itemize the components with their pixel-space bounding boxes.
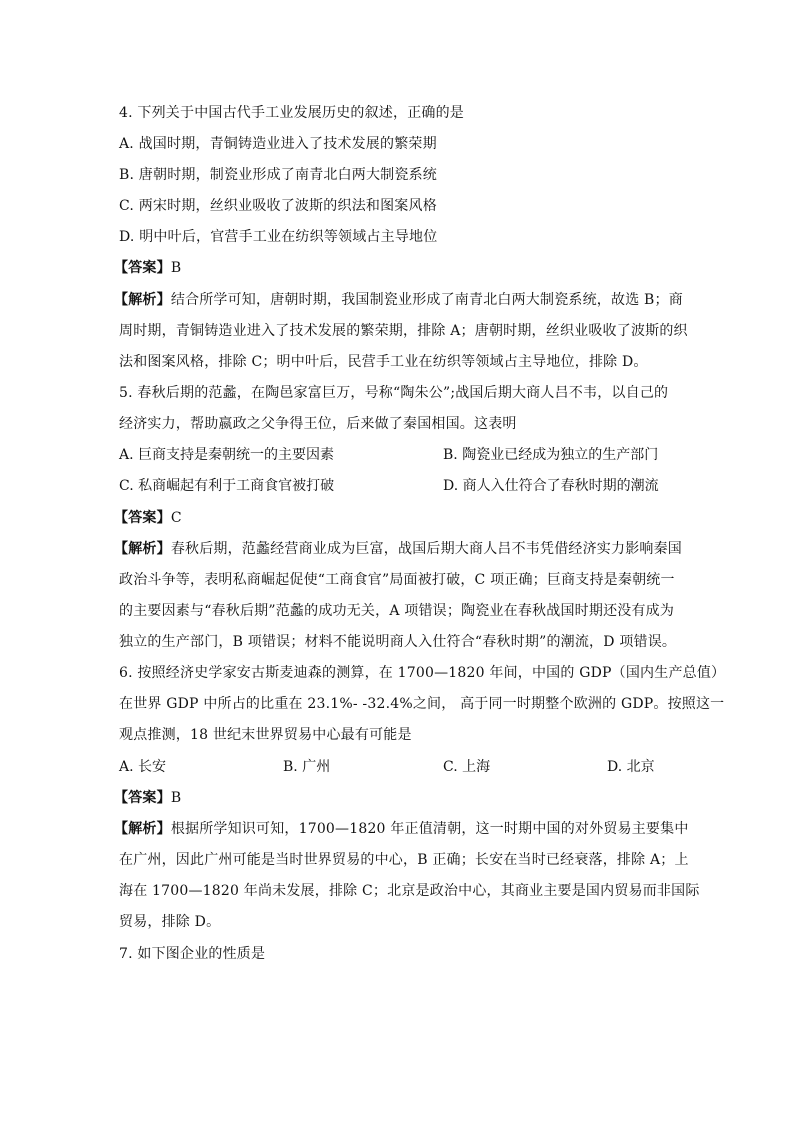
q5-option-c: C. 私商崛起有利于工商食官被打破 [119,478,335,494]
q5-analysis-text-1: 春秋后期，范蠡经营商业成为巨富，战国后期大商人吕不韦凭借经济实力影响秦国 [170,541,683,557]
q5-answer-value: C [170,510,182,526]
q4-analysis-line-1 [114,290,683,310]
q4-answer-tag: 【答案】 [114,260,171,276]
q5-option-d: D. 商人入仕符合了春秋时期的潮流 [443,478,659,494]
q5-option-a: A. 巨商支持是秦朝统一的主要因素 [119,447,335,463]
q5-answer-tag: 【答案】 [114,510,171,526]
q6-stem-line-1: 6. 按照经济史学家安古斯麦迪森的测算，在 1700—1820 年间，中国的 GDP（国内生产总值） [119,665,726,681]
q4-analysis-text-1: 结合所学可知，唐朝时期，我国制瓷业形成了南青北白两大制瓷系统，故选 B；商 [170,292,683,308]
q6-stem-line-2: 在世界 GDP 中所占的比重在 23.1%- -32.4%之间， 高于同一时期整个欧洲的 GDP。按照这一 [119,696,725,712]
q6-analysis-tag: 【解析】 [114,821,171,837]
q6-analysis-text-1: 根据所学知识可知，1700—1820 年正值清朝，这一时期中国的对外贸易主要集中 [170,821,689,837]
q4-option-c: C. 两宋时期，丝织业吸收了波斯的织法和图案风格 [119,198,437,214]
q4-answer-value: B [170,260,182,276]
q4-option-d: D. 明中叶后，官营手工业在纺织等领域占主导地位 [119,229,438,245]
q5-analysis-line-4: 独立的生产部门，B 项错误；材料不能说明商人入仕符合“春秋时期”的潮流，D 项错误。 [119,634,677,650]
q5-analysis-line-1 [114,539,682,559]
q6-option-a: A. 长安 [119,759,167,775]
q6-option-b: B. 广州 [283,759,331,775]
q6-option-d: D. 北京 [607,759,655,775]
q5-analysis-line-3: 的主要因素与“春秋后期”范蠡的成功无关，A 项错误；陶瓷业在春秋战国时期还没有成为 [119,603,675,619]
q6-answer-tag: 【答案】 [114,790,171,806]
q4-stem: 4. 下列关于中国古代手工业发展历史的叙述，正确的是 [119,105,465,121]
q6-analysis-line-3: 海在 1700—1820 年尚未发展，排除 C；北京是政治中心，其商业主要是国内贸易而非国际 [119,883,700,899]
q4-analysis-line-3: 法和图案风格，排除 C；明中叶后，民营手工业在纺织等领域占主导地位，排除 D。 [119,354,648,370]
q6-analysis-line-1 [114,819,689,839]
q6-analysis-line-4: 贸易，排除 D。 [119,914,221,930]
q5-option-b: B. 陶瓷业已经成为独立的生产部门 [443,447,659,463]
q7-stem: 7. 如下图企业的性质是 [119,946,266,962]
q6-option-c: C. 上海 [443,759,491,775]
q4-analysis-tag: 【解析】 [114,292,171,308]
q5-analysis-tag: 【解析】 [114,541,171,557]
q4-answer [114,258,181,278]
q6-answer-value: B [170,790,182,806]
q6-answer [114,788,181,808]
q5-answer [114,508,182,528]
q5-stem-line-1: 5. 春秋后期的范蠡，在陶邑家富巨万，号称“陶朱公”;战国后期大商人吕不韦，以自己的 [119,385,669,401]
q4-option-b: B. 唐朝时期，制瓷业形成了南青北白两大制瓷系统 [119,167,437,183]
q4-analysis-line-2: 周时期，青铜铸造业进入了技术发展的繁荣期，排除 A；唐朝时期，丝织业吸收了波斯的织 [119,323,688,339]
q5-stem-line-2: 经济实力，帮助嬴政之父争得王位，后来做了秦国相国。这表明 [119,416,517,432]
q6-stem-line-3: 观点推测，18 世纪末世界贸易中心最有可能是 [119,727,412,743]
q4-option-a: A. 战国时期，青铜铸造业进入了技术发展的繁荣期 [119,136,437,152]
q6-analysis-line-2: 在广州，因此广州可能是当时世界贸易的中心，B 正确；长安在当时已经衰落，排除 A；上 [119,852,689,868]
q5-analysis-line-2: 政治斗争等，表明私商崛起促使“工商食官”局面被打破，C 项正确；巨商支持是秦朝统一 [119,572,675,588]
